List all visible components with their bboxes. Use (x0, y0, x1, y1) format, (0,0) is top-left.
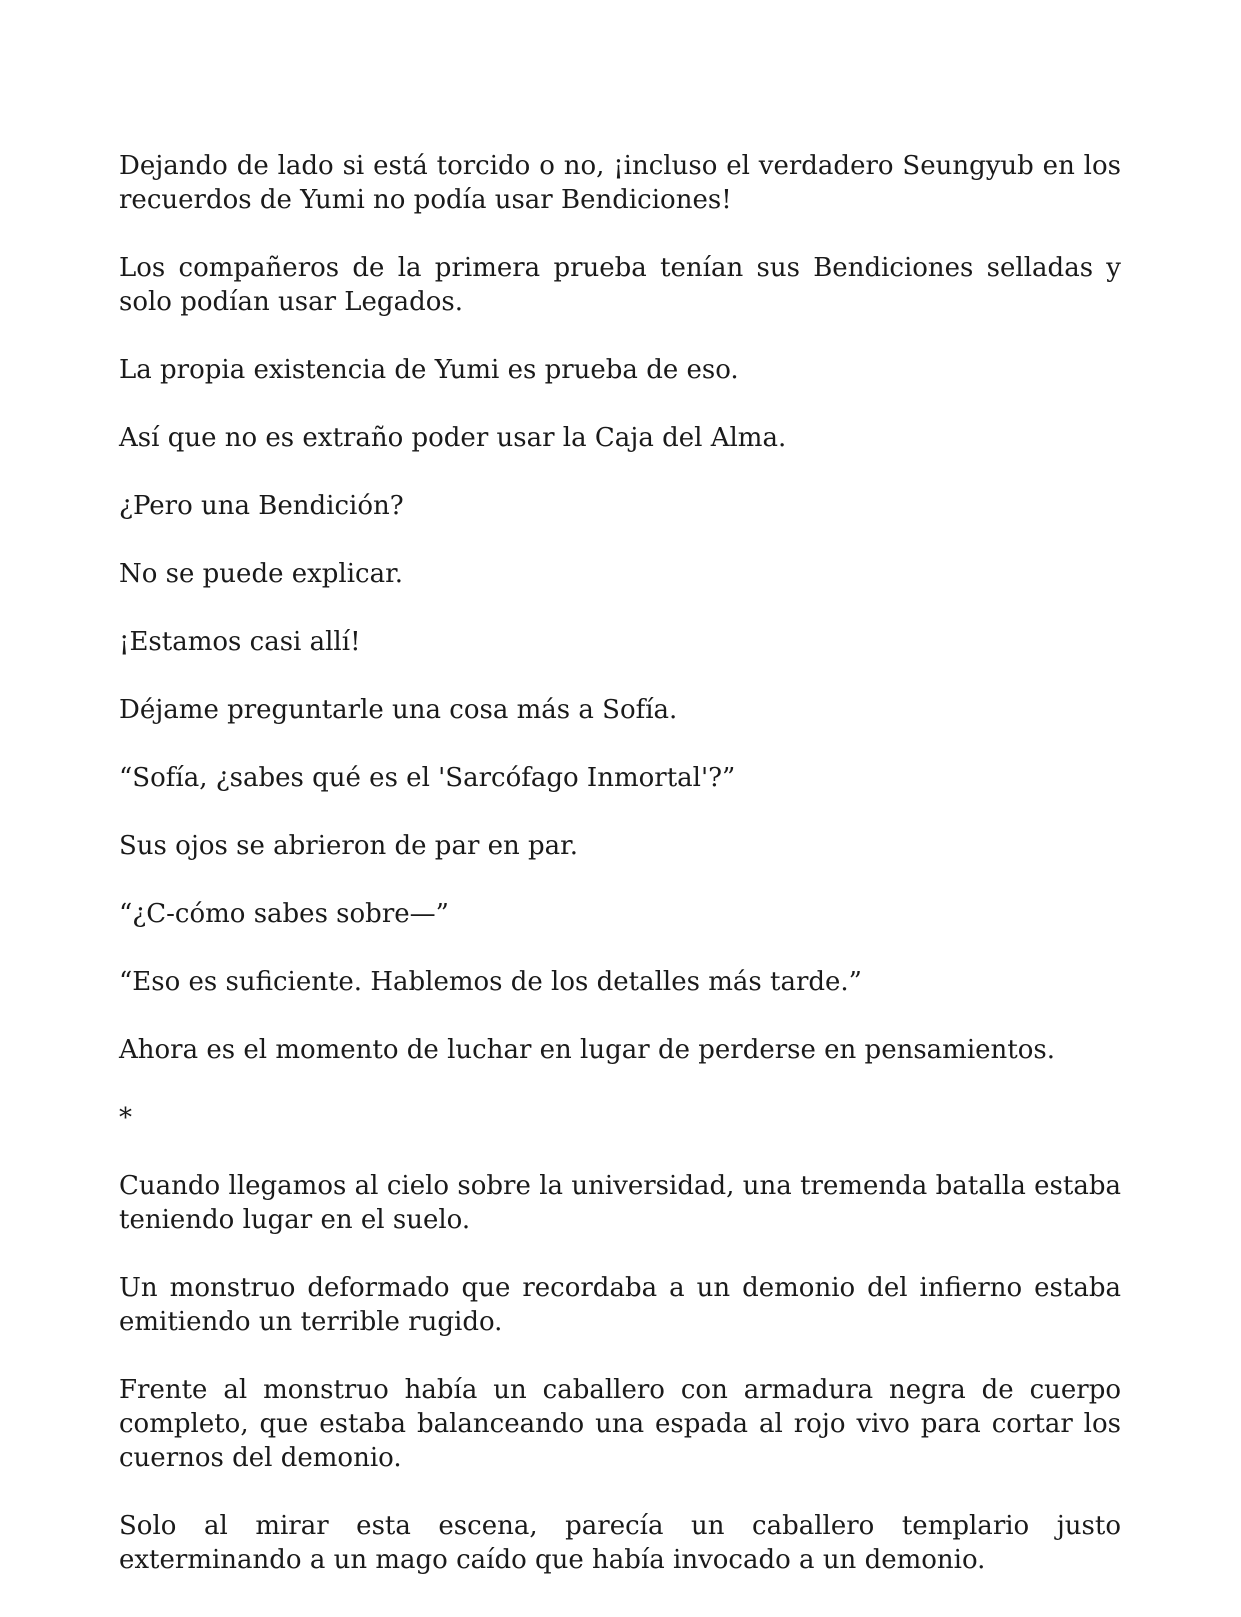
paragraph: Frente al monstruo había un caballero con armadura negra de cuerpo completo, que estaba balanceando una espada al rojo vivo para cortar los cuernos del demonio. (119, 1375, 1121, 1473)
dialogue-line: “Sofía, ¿sabes qué es el 'Sarcófago Inmortal'?” (119, 763, 736, 793)
paragraph: ¡Estamos casi allí! (119, 627, 361, 657)
paragraph: Cuando llegamos al cielo sobre la universidad, una tremenda batalla estaba teniendo lugar en el suelo. (119, 1171, 1121, 1235)
text-body (119, 149, 1121, 1611)
paragraph: Solo al mirar esta escena, parecía un caballero templario justo exterminando a un mago caído que había invocado a un demonio. (119, 1511, 1121, 1575)
dialogue-line: “Eso es suficiente. Hablemos de los detalles más tarde.” (119, 967, 862, 997)
paragraph: Ahora es el momento de luchar en lugar de perderse en pensamientos. (119, 1035, 1055, 1065)
dialogue-line: “¿C-cómo sabes sobre—” (119, 899, 449, 929)
paragraph: Déjame preguntarle una cosa más a Sofía. (119, 695, 678, 725)
paragraph: Dejando de lado si está torcido o no, ¡incluso el verdadero Seungyub en los recuerdos de Yumi no podía usar Bendiciones! (119, 151, 1121, 215)
paragraph: No se puede explicar. (119, 559, 403, 589)
paragraph: ¿Pero una Bendición? (119, 491, 404, 521)
paragraph: Así que no es extraño poder usar la Caja del Alma. (119, 423, 787, 453)
paragraph: La propia existencia de Yumi es prueba de eso. (119, 355, 739, 385)
scene-break: * (119, 1103, 132, 1133)
paragraph: Los compañeros de la primera prueba tenían sus Bendiciones selladas y solo podían usar Legados. (119, 253, 1121, 317)
paragraph: Un monstruo deformado que recordaba a un demonio del infierno estaba emitiendo un terrible rugido. (119, 1273, 1121, 1337)
paragraph: Sus ojos se abrieron de par en par. (119, 831, 579, 861)
